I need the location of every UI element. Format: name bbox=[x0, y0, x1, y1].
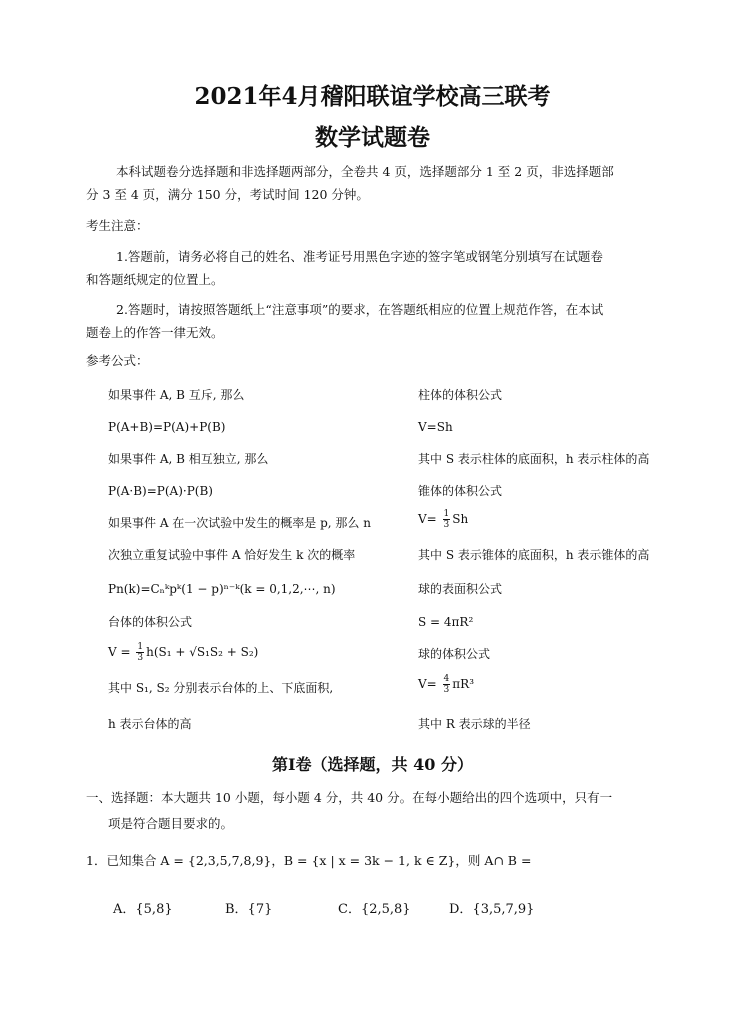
notes-item-2-line-2: 题卷上的作答一律无效。 bbox=[86, 325, 224, 340]
formula-right-7: 球的表面积公式 bbox=[418, 582, 503, 596]
question-1-option-c: C．{2,5,8} bbox=[338, 902, 411, 917]
cone-v-prefix: V= bbox=[418, 512, 441, 526]
formula-right-1: 柱体的体积公式 bbox=[418, 388, 503, 402]
intro-line-2: 分 3 至 4 页，满分 150 分，考试时间 120 分钟。 bbox=[86, 187, 369, 202]
cone-frac-num: 1 bbox=[443, 509, 450, 519]
frustum-frac-den: 3 bbox=[137, 653, 144, 663]
sphere-fraction bbox=[443, 674, 451, 695]
question-1-option-d: D．{3,5,7,9} bbox=[449, 902, 535, 917]
question-1-stem: 1．已知集合 A = {2,3,5,7,8,9}，B = {x | x = 3k − 1, k ∈ Z}，则 A∩ B = bbox=[86, 853, 532, 868]
frustum-frac-num: 1 bbox=[137, 642, 144, 652]
formula-right-3: 其中 S 表示柱体的底面积，h 表示柱体的高 bbox=[418, 452, 650, 466]
formula-right-11: 其中 R 表示球的半径 bbox=[418, 717, 531, 731]
sphere-frac-num: 4 bbox=[443, 674, 450, 684]
part-one-instructions-line-1: 一、选择题：本大题共 10 小题，每小题 4 分，共 40 分。在每小题给出的四个选项中，只有一 bbox=[86, 790, 613, 805]
sphere-v-rest: πR³ bbox=[452, 677, 475, 691]
formula-left-1: 如果事件 A, B 互斥, 那么 bbox=[108, 388, 245, 402]
formula-left-6: 次独立重复试验中事件 A 恰好发生 k 次的概率 bbox=[108, 548, 356, 562]
formula-left-2: P(A+B)=P(A)+P(B) bbox=[108, 420, 226, 434]
formula-left-11: h 表示台体的高 bbox=[108, 717, 192, 731]
exam-title: 2021年4月稽阳联谊学校高三联考 bbox=[194, 83, 551, 110]
cone-fraction bbox=[443, 509, 451, 530]
formula-left-4: P(A·B)=P(A)·P(B) bbox=[108, 484, 213, 498]
exam-subtitle: 数学试题卷 bbox=[315, 124, 430, 151]
cone-v-rest: Sh bbox=[452, 512, 469, 526]
formula-left-3: 如果事件 A, B 相互独立, 那么 bbox=[108, 452, 269, 466]
part-one-instructions-line-2: 项是符合题目要求的。 bbox=[108, 816, 234, 831]
frustum-fraction bbox=[136, 642, 144, 663]
formula-left-10: 其中 S₁, S₂ 分别表示台体的上、下底面积, bbox=[108, 681, 334, 695]
formula-right-9: 球的体积公式 bbox=[418, 647, 491, 661]
cone-volume-formula bbox=[418, 507, 468, 531]
formula-right-8: S = 4πR² bbox=[418, 615, 474, 629]
sphere-volume-formula bbox=[418, 672, 474, 696]
frustum-v-prefix: V = bbox=[108, 645, 135, 659]
notes-item-1-line-1: 1.答题前，请务必将自己的姓名、准考证号用黑色字迹的签字笔或钢笔分别填写在试题卷 bbox=[116, 249, 603, 264]
formula-left-7: Pn(k)=Cₙᵏpᵏ(1 − p)ⁿ⁻ᵏ(k = 0,1,2,⋯, n) bbox=[108, 582, 336, 596]
formula-right-4: 锥体的体积公式 bbox=[418, 484, 503, 498]
formulas-heading: 参考公式： bbox=[86, 353, 149, 368]
formula-left-8: 台体的体积公式 bbox=[108, 615, 193, 629]
notes-heading: 考生注意： bbox=[86, 218, 149, 233]
formula-right-6: 其中 S 表示锥体的底面积，h 表示锥体的高 bbox=[418, 548, 650, 562]
frustum-volume-formula bbox=[108, 640, 258, 664]
intro-line-1: 本科试题卷分选择题和非选择题两部分，全卷共 4 页，选择题部分 1 至 2 页，非选择题部 bbox=[116, 164, 614, 179]
sphere-v-prefix: V= bbox=[418, 677, 441, 691]
question-1-option-a: A．{5,8} bbox=[113, 902, 173, 917]
formula-right-2: V=Sh bbox=[418, 420, 453, 434]
frustum-v-rest: h(S₁ + √S₁S₂ + S₂) bbox=[146, 645, 259, 659]
part-one-heading: 第Ⅰ卷（选择题，共 40 分） bbox=[272, 755, 473, 774]
notes-item-1-line-2: 和答题纸规定的位置上。 bbox=[86, 272, 224, 287]
question-1-option-b: B．{7} bbox=[225, 902, 273, 917]
cone-frac-den: 3 bbox=[443, 520, 450, 530]
notes-item-2-line-1: 2.答题时，请按照答题纸上“注意事项”的要求，在答题纸相应的位置上规范作答，在本试 bbox=[116, 302, 604, 317]
formula-left-5: 如果事件 A 在一次试验中发生的概率是 p, 那么 n bbox=[108, 516, 371, 530]
sphere-frac-den: 3 bbox=[443, 685, 450, 695]
